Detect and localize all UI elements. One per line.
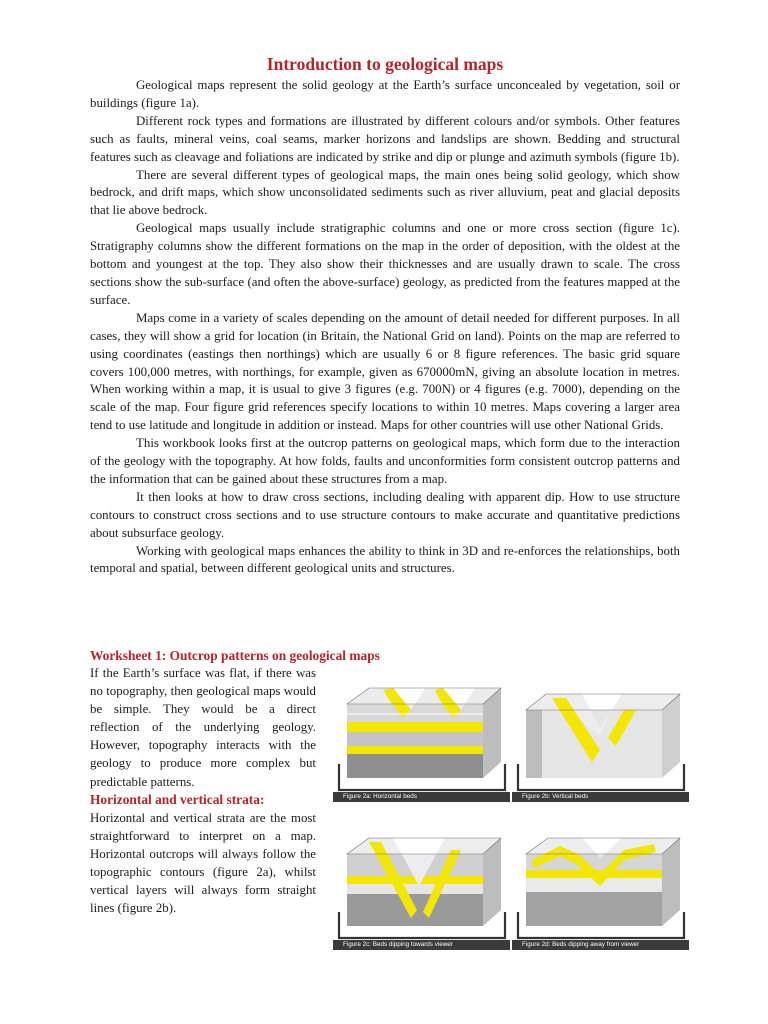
worksheet-body: Horizontal and vertical strata are the most straightforward to interpret on a map. Horizontal outcrops will always follow the topographic contours (figure 2a), whilst vertical layers will always form straight lines (figure 2b). bbox=[90, 810, 316, 916]
intro-text bbox=[90, 77, 680, 578]
page-title: Introduction to geological maps bbox=[266, 54, 504, 74]
figure-caption: Figure 2b: Vertical beds bbox=[522, 793, 589, 800]
section-subheading: Horizontal and vertical strata: bbox=[90, 791, 265, 807]
figure-2c bbox=[333, 814, 510, 950]
figure-caption: Figure 2a: Horizontal beds bbox=[343, 793, 417, 800]
figure-2a bbox=[333, 666, 510, 802]
paragraph: Geological maps represent the solid geology at the Earth’s surface unconcealed by vegetation, soil or buildings (figure 1a). bbox=[90, 78, 680, 110]
paragraph: This workbook looks first at the outcrop patterns on geological maps, which form due to the interaction of the geology with the topography. At how folds, faults and unconformities form consistent outcrop patterns and the information that can be gained about these structures from a map. bbox=[90, 436, 680, 486]
figure-2b bbox=[512, 666, 689, 802]
worksheet-heading: Worksheet 1: Outcrop patterns on geological maps bbox=[90, 648, 380, 663]
paragraph: It then looks at how to draw cross sections, including dealing with apparent dip. How to use structure contours to construct cross sections and to use structure contours to make accurate and quantitative predictions about subsurface geology. bbox=[90, 489, 680, 540]
figure-2d bbox=[512, 814, 689, 950]
figure-2d-diagram bbox=[512, 814, 689, 950]
paragraph: Maps come in a variety of scales depending on the amount of detail needed for different purposes. In all cases, they will show a grid for location (in Britain, the National Grid on land). Points on the map are referred to using coordinates (eastings then northings) which are usually 6 or 8 figure references. The basic grid square covers 100,000 metres, with northings, for example, given as 670000mN, giving an absolute location in metres. When working within a map, it is usual to give 3 figures (e.g. 700N) or 4 figures (e.g. 7000), depending on the scale of the map. Four figure grid references specify locations to within 10 metres. Maps covering a larger area tend to use latitude and longitude in addition or instead. Maps for other countries will use other National Grids. bbox=[90, 310, 680, 433]
figure-2a-diagram bbox=[333, 666, 510, 802]
paragraph: Working with geological maps enhances the ability to think in 3D and re-enforces the relationships, both temporal and spatial, between different geological units and structures. bbox=[90, 543, 680, 576]
figure-caption: Figure 2d: Beds dipping away from viewer bbox=[522, 941, 640, 948]
paragraph: Geological maps usually include stratigraphic columns and one or more cross section (figure 1c). Stratigraphy columns show the different formations on the map in the order of deposition, with the oldest at the bottom and youngest at the top. They also show their thicknesses and are usually drawn to scale. The cross sections show the sub-surface (and often the above-surface) geology, as predicted from the features mapped at the surface. bbox=[90, 221, 680, 307]
figure-2b-diagram bbox=[512, 666, 689, 802]
worksheet-intro: If the Earth’s surface was flat, if there was no topography, then geological maps would be simple. They would be a direct reflection of the underlying geology. However, topography interacts with the geology to produce more complex but predictable patterns. bbox=[90, 666, 316, 789]
paragraph: There are several different types of geological maps, the main ones being solid geology, which show bedrock, and drift maps, which show unconsolidated sediments such as river alluvium, peat and glacial deposits that lie above bedrock. bbox=[90, 167, 680, 218]
figure-2c-diagram bbox=[333, 814, 510, 950]
paragraph: Different rock types and formations are illustrated by different colours and/or symbols. Other features such as faults, mineral veins, coal seams, marker horizons and landslips are shown. Bedding and structural features such as cleavage and foliations are indicated by strike and dip or plunge and azimuth symbols (figure 1b). bbox=[90, 113, 680, 164]
figure-caption: Figure 2c: Beds dipping towards viewer bbox=[343, 941, 453, 948]
worksheet-text bbox=[90, 664, 316, 917]
